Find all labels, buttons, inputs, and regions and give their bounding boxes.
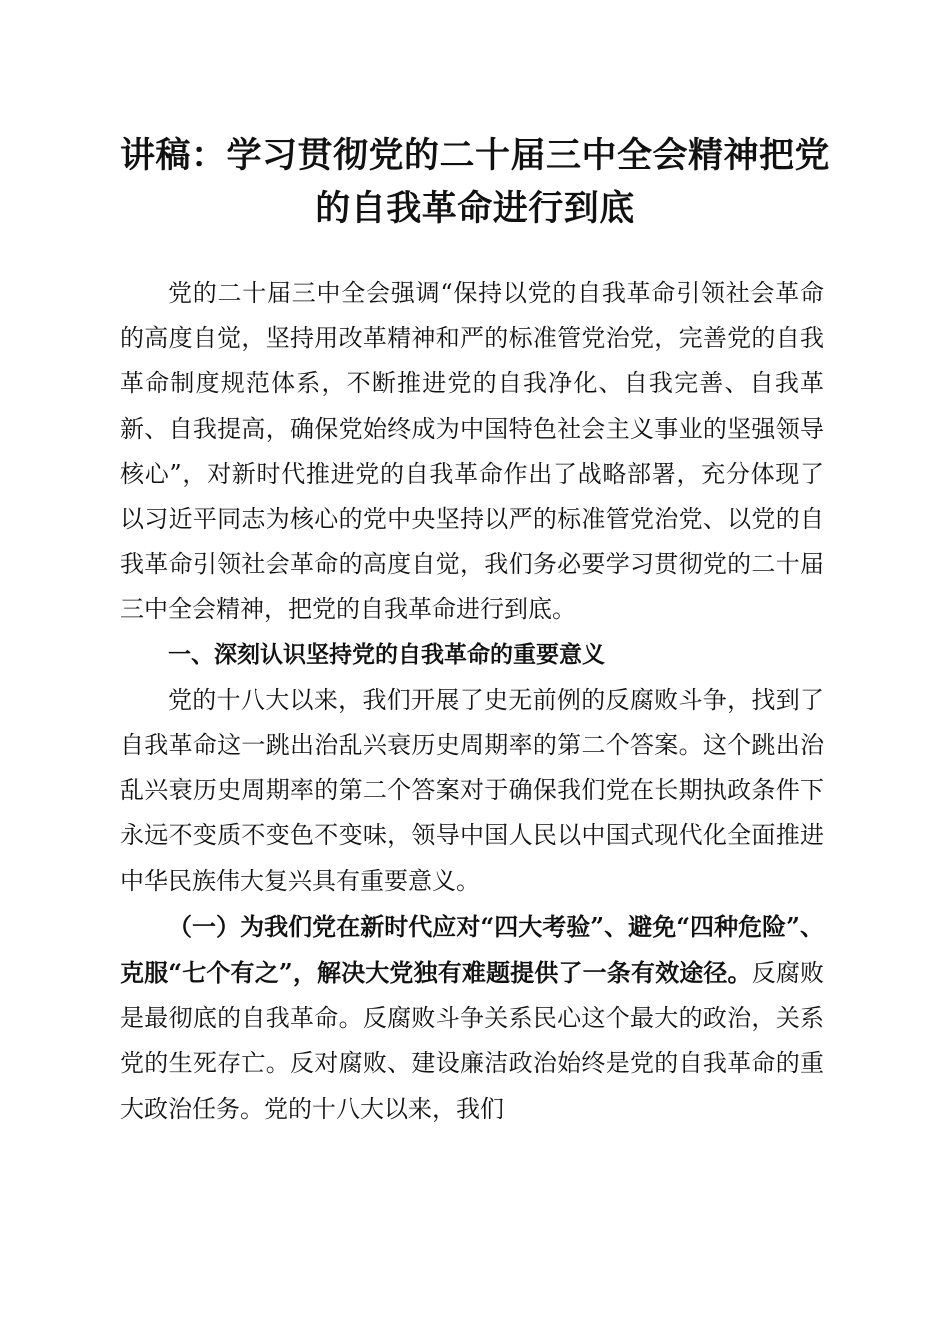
document-title [110,130,840,236]
subsection-1-lead: （一）为我们党在新时代应对“四大考验”、避免“四种危险”、克服“七个有之”，解决大党独有难题提供了一条有效途径。 [120,911,824,988]
subsection-1-paragraph [120,904,824,1132]
section-heading-1: 一、深刻认识坚持党的自我革命的重要意义 [168,641,605,668]
intro-paragraph: 党的二十届三中全会强调“保持以党的自我革命引领社会革命的高度自觉，坚持用改革精神和严的标准管党治党，完善党的自我革命制度规范体系，不断推进党的自我净化、自我完善、自我革新、自我提高，确保党始终成为中国特色社会主义事业的坚强领导核心”，对新时代推进党的自我革命作出了战略部署，充分体现了以习近平同志为核心的党中央坚持以严的标准管党治党、以党的自我革命引领社会革命的高度自觉，我们务必要学习贯彻党的二十届三中全会精神，把党的自我革命进行到底。 [120,279,824,624]
title-line-2: 的自我革命进行到底 [315,189,635,229]
subsection-1-body: 反腐败是最彻底的自我革命。反腐败斗争关系民心这个最大的政治，关系党的生死存亡。反对腐败、建设廉洁政治始终是党的自我革命的重大政治任务。党的十八大以来，我们 [120,959,825,1123]
section-1-paragraph: 党的十八大以来，我们开展了史无前例的反腐败斗争，找到了自我革命这一跳出治乱兴衰历史周期率的第二个答案。这个跳出治乱兴衰历史周期率的第二个答案对于确保我们党在长期执政条件下永远不变质不变色不变味，领导中国人民以中国式现代化全面推进中华民族伟大复兴具有重要意义。 [120,685,824,895]
document-body [120,271,824,1132]
title-line-1: 讲稿：学习贯彻党的二十届三中全会精神把党 [119,136,830,176]
